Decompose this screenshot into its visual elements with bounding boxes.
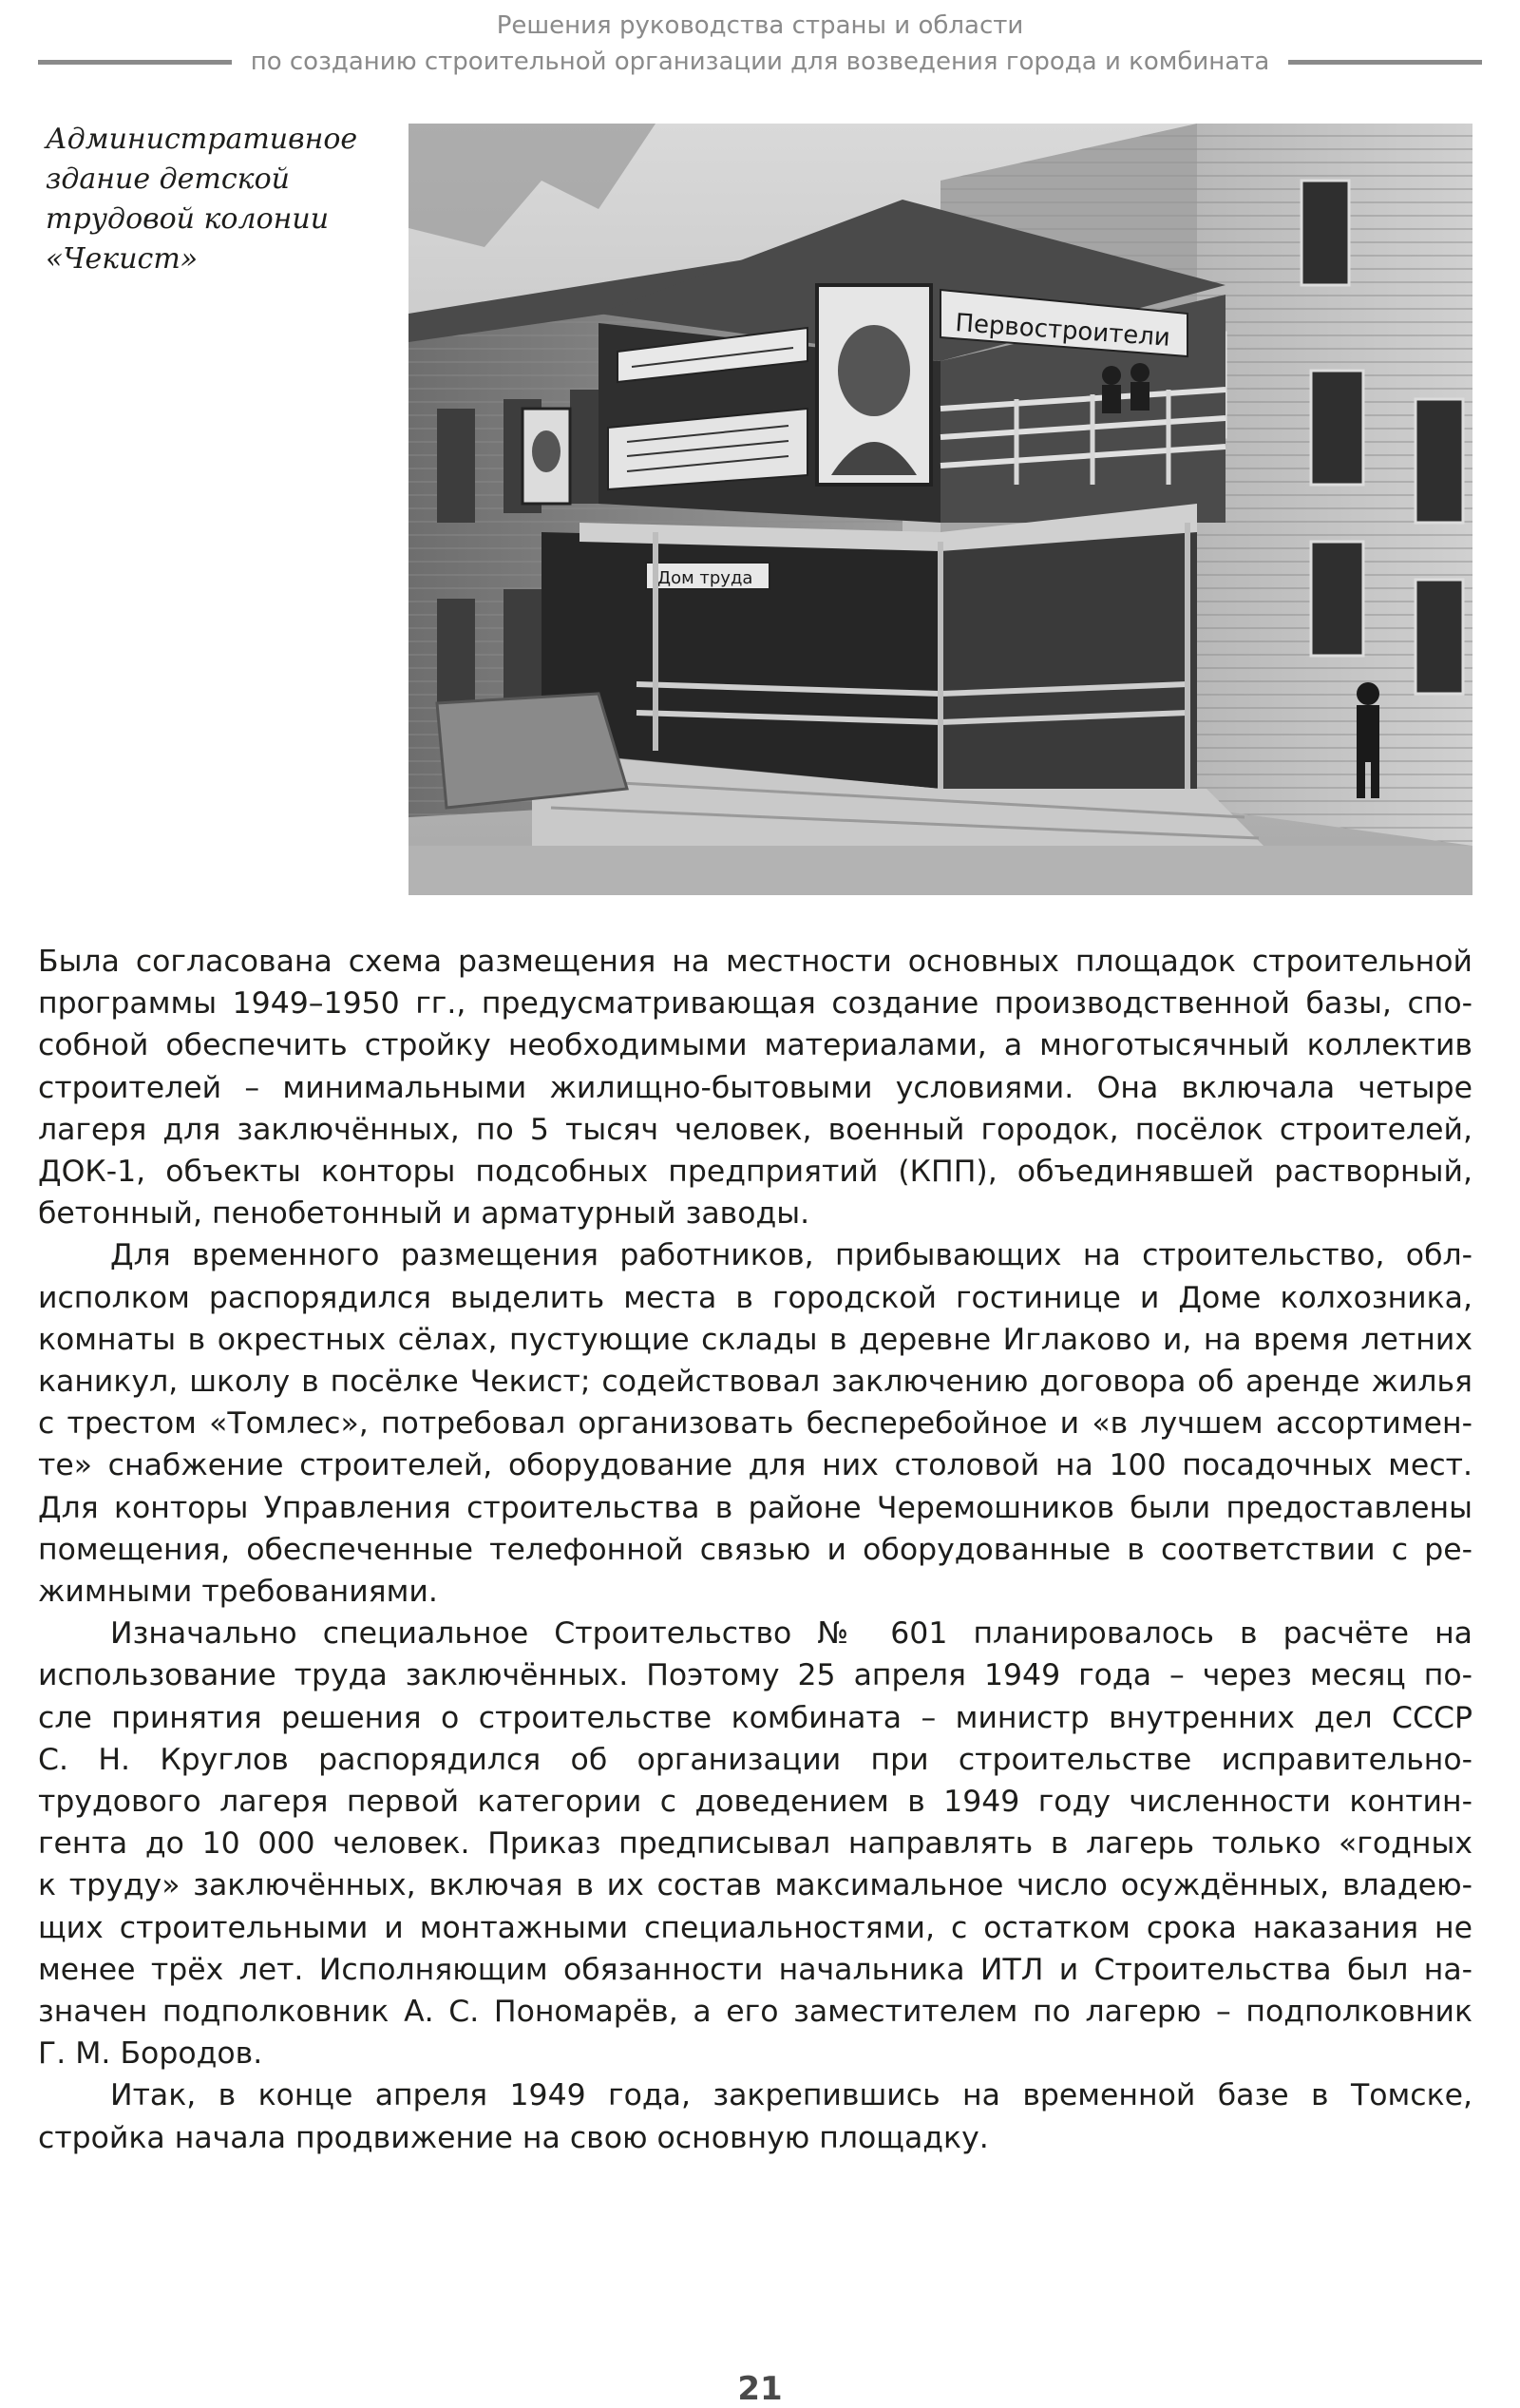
paragraph-1 (38, 941, 1472, 1234)
text-line: трудового лагеря первой категории с доведением в 1949 году численности контин- (38, 1785, 1472, 1820)
caption-line: «Чекист» (46, 242, 199, 276)
text-line: ДОК-1, объекты конторы подсобных предприятий (КПП), объединявшей растворный, (38, 1155, 1472, 1190)
text-line: собной обеспечить стройку необходимыми материалами, а многотысячный коллектив (38, 1028, 1472, 1063)
text-line: гента до 10 000 человек. Приказ предписывал направлять в лагерь только «годных (38, 1826, 1472, 1862)
text-line: Г. М. Бородов. (38, 2036, 263, 2072)
text-line: Для конторы Управления строительства в районе Черемошников были предоставлены (38, 1490, 1472, 1525)
text-line: помещения, обеспеченные телефонной связью и оборудованные в соответствии с ре- (38, 1532, 1472, 1567)
ground (408, 846, 1472, 895)
page-number: 21 (737, 2370, 783, 2408)
historical-photo (408, 124, 1472, 895)
body-text (38, 941, 1472, 2159)
paragraph-3 (38, 1613, 1472, 2074)
text-line: менее трёх лет. Исполняющим обязанности начальника ИТЛ и Строительства был на- (38, 1952, 1472, 1987)
text-line: Для временного размещения работников, прибывающих на строительство, обл- (110, 1238, 1472, 1273)
text-line: строителей – минимальными жилищно-бытовыми условиями. Она включала четыре (38, 1070, 1472, 1105)
header-rule-right (1288, 60, 1482, 65)
sign-main-text: Первостроители (954, 309, 1171, 353)
text-line: щих строительными и монтажными специальностями, с остатком срока наказания не (38, 1910, 1472, 1945)
photo-caption (46, 120, 369, 279)
text-line: бетонный, пенобетонный и арматурный заводы. (38, 1196, 810, 1232)
caption-line: здание детской (46, 162, 290, 196)
text-line: С. Н. Круглов распорядился об организации при строительстве исправительно- (38, 1742, 1472, 1777)
portrait-face (838, 325, 910, 416)
text-line: комнаты в окрестных сёлах, пустующие склады в деревне Иглаково и, на время летних (38, 1322, 1472, 1357)
text-line: использование труда заключённых. Поэтому 25 апреля 1949 года – через месяц по- (38, 1658, 1472, 1693)
text-line: те» снабжение строителей, оборудование для них столовой на 100 посадочных мест. (38, 1448, 1472, 1483)
text-line: лагеря для заключённых, по 5 тысяч человек, военный городок, посёлок строителей, (38, 1112, 1472, 1147)
wooden-box (437, 694, 627, 808)
running-head (38, 8, 1482, 80)
text-line: жимными требованиями. (38, 1575, 438, 1610)
text-line: Итак, в конце апреля 1949 года, закрепившись на временной базе в Томске, (110, 2078, 1472, 2113)
text-line: Изначально специальное Строительство № 601 планировалось в расчёте на (110, 1616, 1472, 1652)
pavilion-ground-side (940, 523, 1197, 789)
text-line: к труду» заключённых, включая в их состав максимальное число осуждённых, владею- (38, 1868, 1472, 1903)
running-head-line-2: по созданию строительной организации для возведения города и комбината (250, 48, 1270, 76)
caption-line: Административное (46, 123, 358, 156)
caption-line: трудовой колонии (46, 202, 330, 236)
paragraph-4 (38, 2074, 1472, 2158)
text-line: сле принятия решения о строительстве комбината – министр внутренних дел СССР (38, 1700, 1472, 1735)
text-line: стройка начала продвижение на свою основную площадку. (38, 2120, 989, 2155)
sign-lower-text: Дом труда (657, 568, 753, 588)
running-head-line-1: Решения руководства страны и области (496, 11, 1024, 40)
text-line: исполком распорядился выделить места в городской гостинице и Доме колхозника, (38, 1280, 1472, 1315)
paragraph-2 (38, 1234, 1472, 1613)
photo-illustration (408, 124, 1472, 895)
text-line: каникул, школу в посёлке Чекист; содействовал заключению договора об аренде жилья (38, 1365, 1472, 1400)
text-line: Была согласована схема размещения на местности основных площадок строительной (38, 945, 1472, 979)
text-line: с трестом «Томлес», потребовал организовать бесперебойное и «в лучшем ассортимен- (38, 1406, 1472, 1442)
text-line: значен подполковник А. С. Пономарёв, а его заместителем по лагерю – подполковник (38, 1995, 1472, 2030)
text-line: программы 1949–1950 гг., предусматривающая создание производственной базы, спо- (38, 986, 1472, 1022)
header-rule-left (38, 60, 232, 65)
running-head-line-2-row (38, 44, 1482, 80)
